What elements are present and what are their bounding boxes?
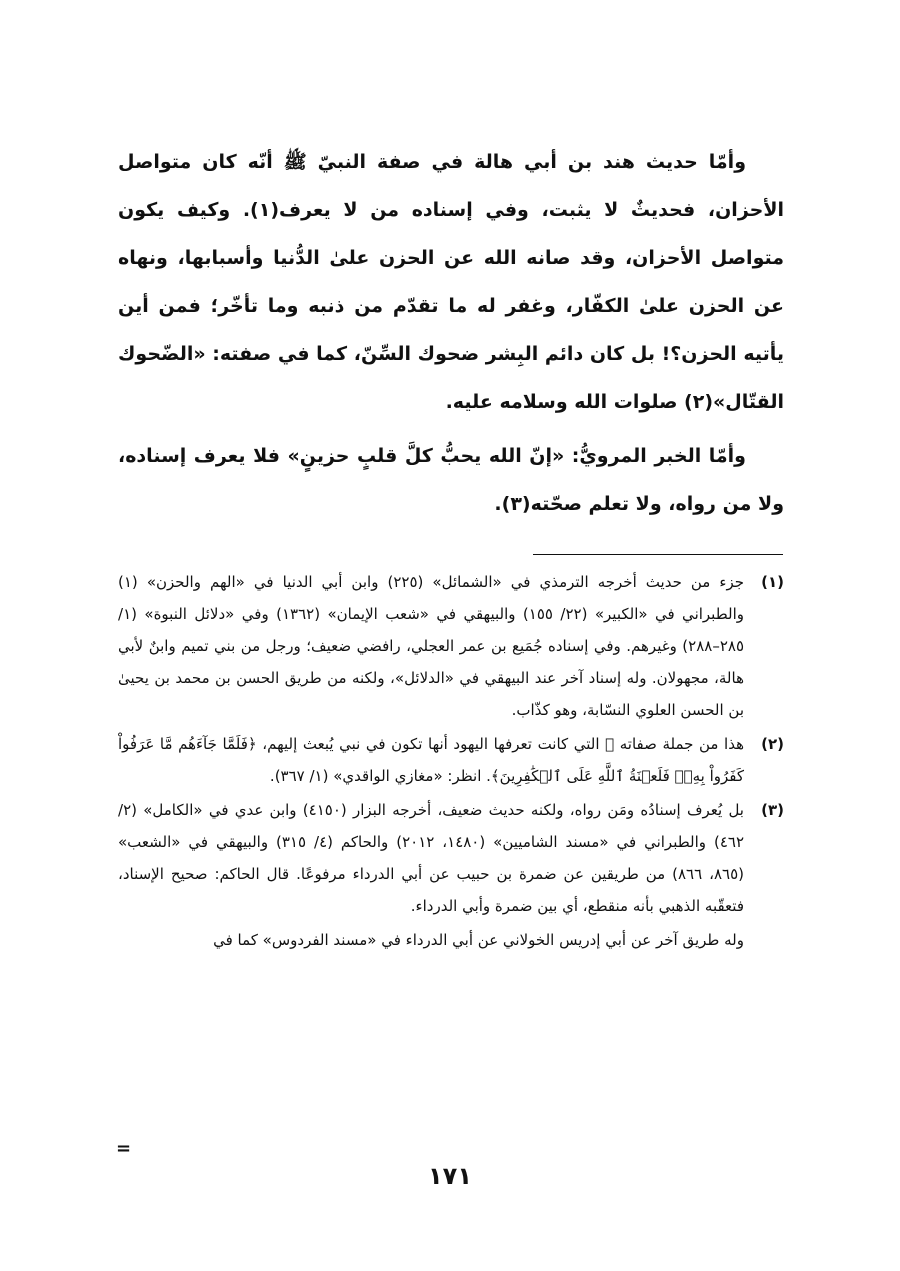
footnote-3 (118, 794, 784, 922)
footnote-text: بل يُعرف إسنادُه ومَن رواه، ولكنه حديث ضعيف، أخرجه البزار (٤١٥٠) وابن عدي في «الكامل» (٢/ ٤٦٢) والطبراني في «مسند الشاميين» (١٤٨٠، ٢٠١٢) والحاكم (٤/ ٣١٥) والبيهقي في «الشعب» (٨٦٥، ٨٦٦) من طريقين عن ضمرة بن حبيب عن أبي الدرداء مرفوعًا. قال الحاكم: صحيح الإسناد، فتعقّبه الذهبي بأنه منقطع، أي بين ضمرة وأبي الدرداء. (118, 801, 744, 915)
footnote-1 (118, 566, 784, 726)
footnote-continuation (118, 924, 784, 956)
continuation-mark: = (116, 1138, 132, 1159)
footnote-text: هذا من جملة صفاته ﷺ التي كانت تعرفها اليهود أنها تكون في نبي يُبعث إليهم، ﴿فَلَمَّا جَآءَهُم مَّا عَرَفُواْ كَفَرُواْ بِهِۦۚ فَلَعۡنَةُ ٱللَّهِ عَلَى ٱلۡكَٰفِرِينَ﴾. انظر: «مغازي الواقدي» (١/ ٣٦٧). (118, 735, 744, 785)
footnote-number: (٣) (761, 801, 784, 819)
footnote-2 (118, 728, 784, 792)
paragraph-2: وأمّا الخبر المرويُّ: «إنّ الله يحبُّ كلَّ قلبٍ حزينٍ» فلا يعرف إسناده، ولا من رواه، ولا تعلم صحّته(٣). (118, 445, 784, 515)
footnote-number: (١) (761, 573, 784, 591)
page-number: ١٧١ (428, 1162, 472, 1190)
footnote-number: (٢) (761, 735, 784, 753)
footnotes (118, 566, 784, 956)
paragraph-1: وأمّا حديث هند بن أبي هالة في صفة النبيّ ﷺ أنّه كان متواصل الأحزان، فحديثٌ لا يثبت، وفي إسناده من لا يعرف(١). وكيف يكون متواصل الأحزان، وقد صانه الله عن الحزن علىٰ الدُّنيا وأسبابها، ونهاه عن الحزن علىٰ الكفّار، وغفر له ما تقدّم من ذنبه وما تأخّر؛ فمن أين يأتيه الحزن؟! بل كان دائم البِشر ضحوك السِّنّ، كما في صفته: «الضّحوك القتّال»(٢) صلوات الله وسلامه عليه. (118, 151, 784, 413)
footnote-continuation-text: وله طريق آخر عن أبي إدريس الخولاني عن أبي الدرداء في «مسند الفردوس» كما في (213, 931, 744, 949)
footnote-divider (533, 554, 783, 555)
footnote-text: جزء من حديث أخرجه الترمذي في «الشمائل» (٢٢٥) وابن أبي الدنيا في «الهم والحزن» (١) والطبراني في «الكبير» (٢٢/ ١٥٥) والبيهقي في «شعب الإيمان» (١٣٦٢) وفي «دلائل النبوة» (١/ ٢٨٥–٢٨٨) وغيرهم. وفي إسناده جُمَيع بن عمر العجلي، رافضي ضعيف؛ ورجل من بني تميم وابنٌ لأبي هالة، مجهولان. وله إسناد آخر عند البيهقي في «الدلائل»، ولكنه من طريق الحسن بن محمد بن يحيىٰ بن الحسن العلوي النسّابة، وهو كذّاب. (118, 573, 745, 719)
main-text (118, 138, 784, 534)
